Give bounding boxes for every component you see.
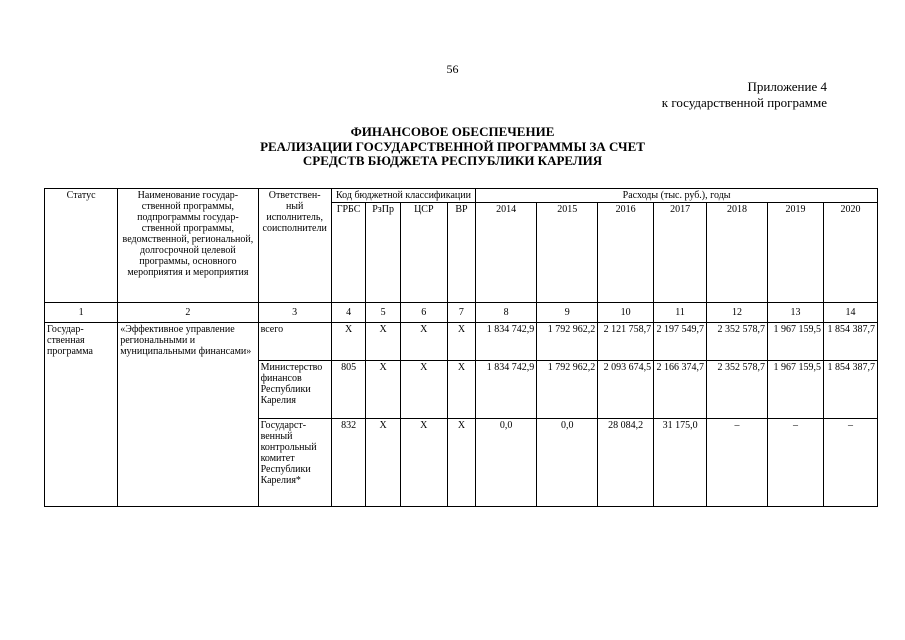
code-cell: Х bbox=[447, 419, 475, 507]
value-cell: 2 166 374,7 bbox=[654, 361, 707, 419]
col-number: 4 bbox=[331, 303, 366, 323]
header-code-grbs: ГРБС bbox=[331, 203, 366, 303]
header-name: Наименование государ-ственной программы, подпрограммы государ-ственной программы, ведомственной, региональной, долгосрочной целевой программы, основного мероприятия и мероприятия bbox=[118, 189, 258, 303]
col-number: 6 bbox=[400, 303, 447, 323]
value-cell: 2 093 674,5 bbox=[598, 361, 654, 419]
value-cell: 1 854 387,7 bbox=[823, 323, 877, 361]
annex-header bbox=[662, 79, 827, 111]
header-year: 2019 bbox=[768, 203, 824, 303]
value-cell: 1 792 962,2 bbox=[537, 323, 598, 361]
value-cell: 2 197 549,7 bbox=[654, 323, 707, 361]
annex-line-2: к государственной программе bbox=[661, 95, 827, 110]
header-year: 2016 bbox=[598, 203, 654, 303]
responsible-cell: Министерство финансов Республики Карелия bbox=[258, 361, 331, 419]
value-cell: 2 352 578,7 bbox=[707, 361, 768, 419]
table-row bbox=[45, 323, 878, 361]
value-cell: 2 352 578,7 bbox=[707, 323, 768, 361]
status-cell: Государ-ственная программа bbox=[45, 323, 118, 507]
code-cell: Х bbox=[400, 361, 447, 419]
value-cell: 2 121 758,7 bbox=[598, 323, 654, 361]
header-responsible: Ответствен-ный исполнитель, соисполнители bbox=[258, 189, 331, 303]
col-number: 1 bbox=[45, 303, 118, 323]
title-line-2: РЕАЛИЗАЦИИ ГОСУДАРСТВЕННОЙ ПРОГРАММЫ ЗА СЧЕТ bbox=[260, 138, 645, 154]
header-year: 2020 bbox=[823, 203, 877, 303]
header-year: 2018 bbox=[707, 203, 768, 303]
value-cell: 1 834 742,9 bbox=[476, 361, 537, 419]
program-name-cell: «Эффективное управление региональными и муниципальными финансами» bbox=[118, 323, 258, 507]
value-cell: 1 834 742,9 bbox=[476, 323, 537, 361]
value-cell: 1 854 387,7 bbox=[823, 361, 877, 419]
header-code-vr: ВР bbox=[447, 203, 475, 303]
col-number: 14 bbox=[823, 303, 877, 323]
code-cell: Х bbox=[331, 323, 366, 361]
document-title bbox=[0, 125, 905, 169]
col-number: 9 bbox=[537, 303, 598, 323]
value-cell: – bbox=[768, 419, 824, 507]
value-cell: – bbox=[823, 419, 877, 507]
page-number: 56 bbox=[446, 62, 459, 76]
header-status: Статус bbox=[45, 189, 118, 303]
code-cell: Х bbox=[400, 323, 447, 361]
value-cell: 1 792 962,2 bbox=[537, 361, 598, 419]
header-budget-code: Код бюджетной классификации bbox=[331, 189, 475, 203]
code-cell: Х bbox=[366, 323, 401, 361]
responsible-cell: Государст-венный контрольный комитет Республики Карелия* bbox=[258, 419, 331, 507]
header-year: 2014 bbox=[476, 203, 537, 303]
value-cell: – bbox=[707, 419, 768, 507]
col-number: 13 bbox=[768, 303, 824, 323]
header-year: 2017 bbox=[654, 203, 707, 303]
value-cell: 1 967 159,5 bbox=[768, 323, 824, 361]
value-cell: 0,0 bbox=[476, 419, 537, 507]
col-number: 7 bbox=[447, 303, 475, 323]
code-cell: Х bbox=[366, 361, 401, 419]
col-number: 11 bbox=[654, 303, 707, 323]
annex-line-1: Приложение 4 bbox=[747, 79, 827, 94]
code-cell: 805 bbox=[331, 361, 366, 419]
code-cell: Х bbox=[400, 419, 447, 507]
header-expenses: Расходы (тыс. руб.), годы bbox=[476, 189, 878, 203]
value-cell: 1 967 159,5 bbox=[768, 361, 824, 419]
code-cell: 832 bbox=[331, 419, 366, 507]
col-number: 5 bbox=[366, 303, 401, 323]
header-row-1 bbox=[45, 189, 878, 203]
col-number: 12 bbox=[707, 303, 768, 323]
title-line-3: СРЕДСТВ БЮДЖЕТА РЕСПУБЛИКИ КАРЕЛИЯ bbox=[302, 153, 603, 168]
financing-table bbox=[44, 188, 878, 507]
col-number: 8 bbox=[476, 303, 537, 323]
value-cell: 31 175,0 bbox=[654, 419, 707, 507]
code-cell: Х bbox=[447, 323, 475, 361]
code-cell: Х bbox=[447, 361, 475, 419]
header-code-rzpr: РзПр bbox=[366, 203, 401, 303]
header-year: 2015 bbox=[537, 203, 598, 303]
value-cell: 28 084,2 bbox=[598, 419, 654, 507]
column-number-row bbox=[45, 303, 878, 323]
title-line-1: ФИНАНСОВОЕ ОБЕСПЕЧЕНИЕ bbox=[350, 124, 555, 139]
responsible-cell: всего bbox=[258, 323, 331, 361]
code-cell: Х bbox=[366, 419, 401, 507]
col-number: 3 bbox=[258, 303, 331, 323]
col-number: 10 bbox=[598, 303, 654, 323]
col-number: 2 bbox=[118, 303, 258, 323]
value-cell: 0,0 bbox=[537, 419, 598, 507]
header-code-csr: ЦСР bbox=[400, 203, 447, 303]
